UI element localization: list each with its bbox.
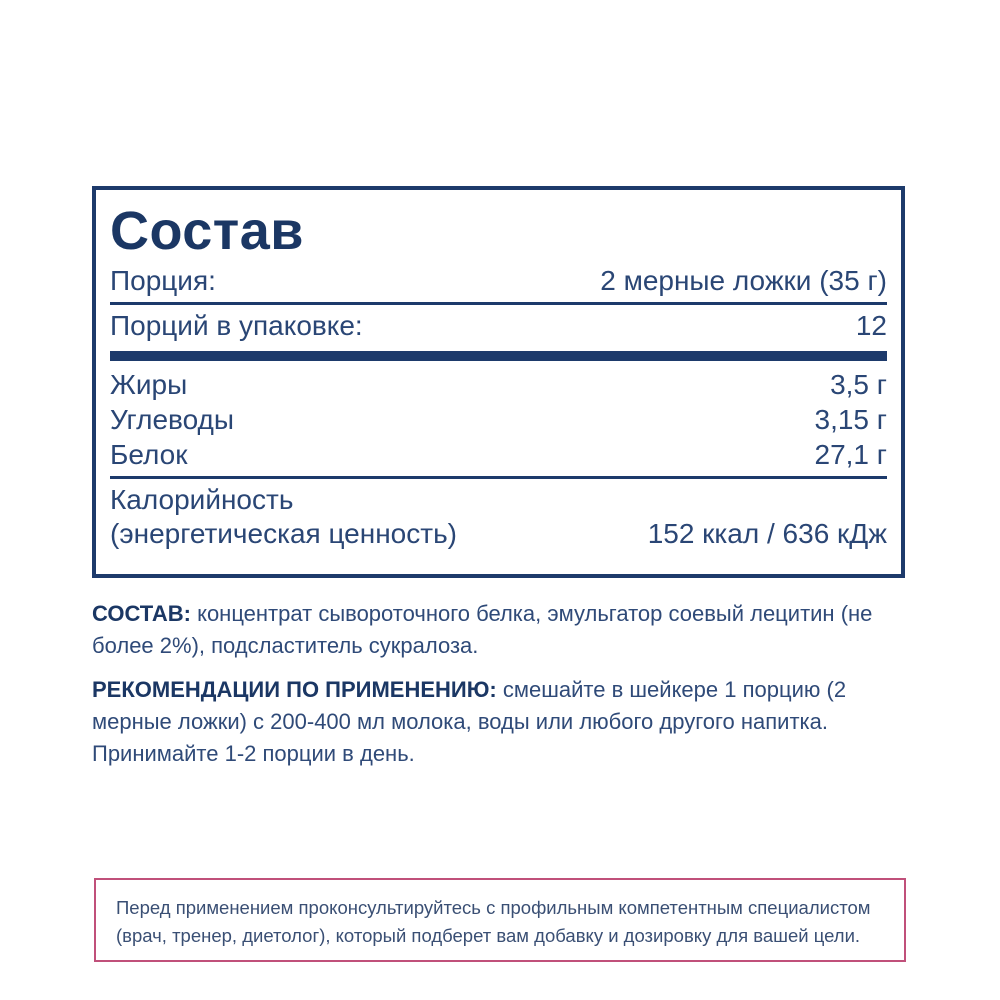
composition-text: концентрат сывороточного белка, эмульгатор соевый лецитин (не более 2%), подсластитель сукралоза. xyxy=(92,601,873,658)
macro-row-carbs xyxy=(110,402,887,437)
macro-value: 3,15 г xyxy=(814,404,887,435)
nutrition-facts-box xyxy=(92,186,905,578)
macro-value: 27,1 г xyxy=(814,439,887,470)
calories-row xyxy=(110,483,887,551)
servings-label: Порций в упаковке: xyxy=(110,310,363,341)
divider-thick xyxy=(110,351,887,361)
divider xyxy=(110,476,887,479)
servings-value: 12 xyxy=(855,310,887,341)
macro-row-fat xyxy=(110,367,887,402)
calories-label xyxy=(110,483,457,551)
composition-section xyxy=(92,598,912,662)
macro-label: Углеводы xyxy=(110,404,235,435)
divider xyxy=(110,302,887,305)
recommendations-heading: РЕКОМЕНДАЦИИ ПО ПРИМЕНЕНИЮ: xyxy=(92,677,497,702)
servings-per-package-row xyxy=(110,309,887,343)
composition-heading: СОСТАВ: xyxy=(92,601,191,626)
macro-label: Белок xyxy=(110,439,188,470)
serving-value: 2 мерные ложки (35 г) xyxy=(600,265,887,296)
calories-label-line1: Калорийность xyxy=(110,484,294,515)
calories-label-line2: (энергетическая ценность) xyxy=(110,518,457,549)
serving-row xyxy=(110,264,887,298)
recommendations-section xyxy=(92,674,912,770)
disclaimer-text: Перед применением проконсультируйтесь с профильным компетентным специалистом (врач, тренер, диетолог), который подберет вам добавку и дозировку для вашей цели. xyxy=(116,897,871,946)
recommendations-text: смешайте в шейкере 1 порцию (2 мерные ложки) с 200-400 мл молока, воды или любого другого напитка. Принимайте 1-2 порции в день. xyxy=(92,677,847,766)
disclaimer-box xyxy=(94,878,906,962)
nutrition-title: Состав xyxy=(110,201,304,261)
serving-label: Порция: xyxy=(110,265,216,296)
macro-row-protein xyxy=(110,437,887,472)
macros-list xyxy=(110,367,887,472)
calories-value: 152 ккал / 636 кДж xyxy=(647,518,887,549)
macro-label: Жиры xyxy=(110,369,188,400)
macro-value: 3,5 г xyxy=(830,369,887,400)
